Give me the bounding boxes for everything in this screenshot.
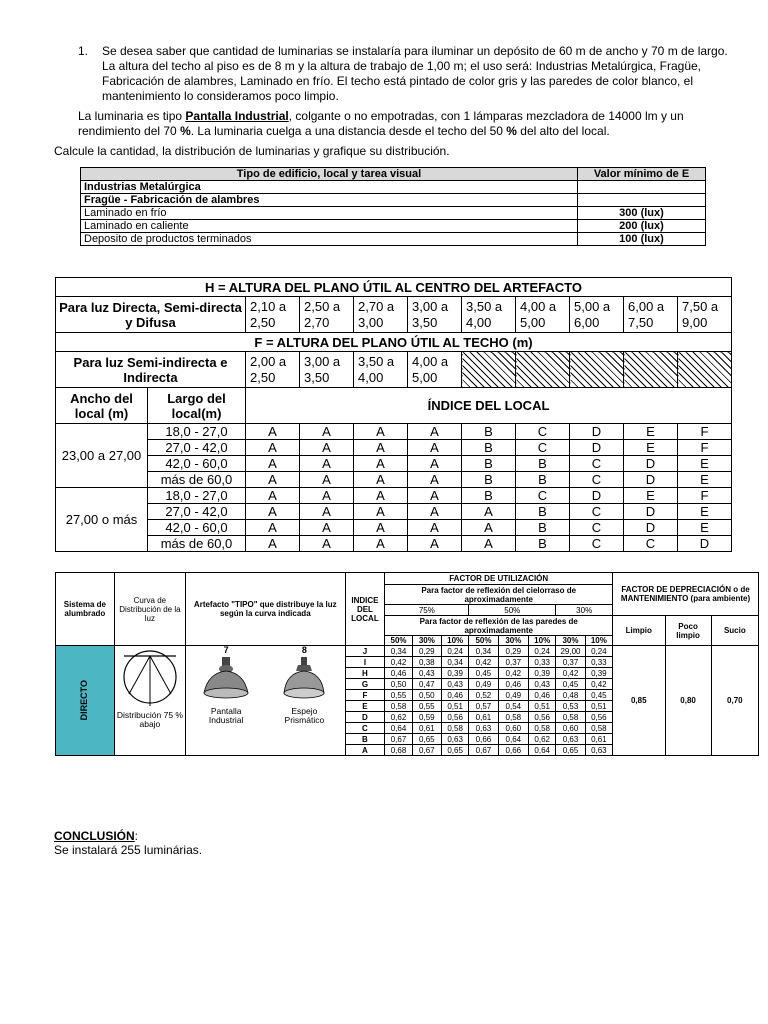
index-cell: A bbox=[300, 456, 354, 472]
factor-cell: 0,61 bbox=[469, 712, 498, 723]
index-cell: D bbox=[624, 472, 678, 488]
conclusion bbox=[54, 829, 202, 857]
utilization-body bbox=[56, 646, 759, 756]
semi-range: 4,00 a 5,00 bbox=[408, 352, 462, 388]
hatched-cell bbox=[624, 352, 678, 388]
factor-cell: 0,53 bbox=[556, 701, 585, 712]
index-cell: A bbox=[300, 488, 354, 504]
factor-cell: 0,43 bbox=[529, 679, 556, 690]
factor-cell: 29,00 bbox=[556, 646, 585, 657]
factor-cell: 0,58 bbox=[385, 701, 412, 712]
table-row bbox=[81, 233, 706, 246]
index-letter: D bbox=[345, 712, 385, 723]
table-row bbox=[56, 456, 732, 472]
factor-cell: 0,46 bbox=[442, 690, 469, 701]
factor-cell: 0,67 bbox=[412, 745, 441, 756]
factor-cell: 0,52 bbox=[469, 690, 498, 701]
direct-range: 2,50 a 2,70 bbox=[300, 297, 354, 333]
col-indice: ÍNDICE DEL LOCAL bbox=[246, 388, 732, 424]
index-letter: G bbox=[345, 679, 385, 690]
factor-cell: 0,46 bbox=[498, 679, 528, 690]
factor-cell: 0,65 bbox=[412, 734, 441, 745]
utilization-table bbox=[55, 572, 759, 756]
factor-cell: 0,37 bbox=[498, 657, 528, 668]
h-cielo: Para factor de reflexión del cielorraso de aproximadamente bbox=[385, 585, 613, 605]
semi-range: 2,00 a 2,50 bbox=[246, 352, 300, 388]
factor-cell: 0,38 bbox=[412, 657, 441, 668]
index-cell: A bbox=[354, 488, 408, 504]
ancho-cell: 27,00 o más bbox=[56, 488, 148, 552]
factor-cell: 0,62 bbox=[385, 712, 412, 723]
hatched-cell bbox=[516, 352, 570, 388]
lum-pct1: % bbox=[180, 124, 191, 138]
dep-poco: 0,80 bbox=[665, 646, 711, 756]
index-cell: F bbox=[678, 440, 732, 456]
index-cell: B bbox=[516, 520, 570, 536]
direct-range: 3,00 a 3,50 bbox=[408, 297, 462, 333]
h-curva: Curva de Distribución de la luz bbox=[114, 573, 185, 646]
index-cell: E bbox=[624, 440, 678, 456]
factor-cell: 0,34 bbox=[469, 646, 498, 657]
factor-cell: 0,60 bbox=[556, 723, 585, 734]
index-cell: D bbox=[624, 456, 678, 472]
index-cell: D bbox=[678, 536, 732, 552]
factor-cell: 0,54 bbox=[498, 701, 528, 712]
t1-header-type: Tipo de edificio, local y tarea visual bbox=[81, 168, 578, 181]
lum-mid: , colgante o no empotradas, con 1 lámparas mezcladora de 14000 lm y un rendimiento del 70 bbox=[78, 109, 684, 138]
factor-cell: 0,63 bbox=[556, 734, 585, 745]
factor-cell: 0,43 bbox=[412, 668, 441, 679]
factor-cell: 0,39 bbox=[442, 668, 469, 679]
wall-pct: 30% bbox=[412, 636, 441, 646]
factor-cell: 0,61 bbox=[585, 734, 612, 745]
factor-cell: 0,58 bbox=[556, 712, 585, 723]
index-cell: B bbox=[462, 488, 516, 504]
factor-cell: 0,67 bbox=[469, 745, 498, 756]
factor-cell: 0,50 bbox=[385, 679, 412, 690]
index-letter: A bbox=[345, 745, 385, 756]
factor-cell: 0,64 bbox=[529, 745, 556, 756]
factor-cell: 0,51 bbox=[585, 701, 612, 712]
col-largo: Largo del local(m) bbox=[148, 388, 246, 424]
factor-cell: 0,24 bbox=[585, 646, 612, 657]
conclusion-colon: : bbox=[134, 829, 139, 843]
index-cell: A bbox=[246, 536, 300, 552]
table-row bbox=[56, 520, 732, 536]
t1-row-label: Laminado en frío bbox=[81, 207, 578, 220]
table-row bbox=[81, 207, 706, 220]
largo-cell: más de 60,0 bbox=[148, 472, 246, 488]
wall-pct: 10% bbox=[585, 636, 612, 646]
wall-pct: 50% bbox=[469, 636, 498, 646]
factor-cell: 0,49 bbox=[469, 679, 498, 690]
index-letter: B bbox=[345, 734, 385, 745]
factor-cell: 0,63 bbox=[442, 734, 469, 745]
index-cell: E bbox=[624, 424, 678, 440]
luminaire-description bbox=[78, 109, 738, 139]
index-cell: E bbox=[624, 488, 678, 504]
largo-cell: 42,0 - 60,0 bbox=[148, 520, 246, 536]
wall-pct: 50% bbox=[385, 636, 412, 646]
factor-cell: 0,45 bbox=[469, 668, 498, 679]
index-cell: A bbox=[300, 440, 354, 456]
index-cell: F bbox=[678, 424, 732, 440]
index-cell: A bbox=[246, 520, 300, 536]
factor-cell: 0,63 bbox=[469, 723, 498, 734]
index-cell: A bbox=[246, 440, 300, 456]
wall-pct: 10% bbox=[442, 636, 469, 646]
t1-row-value: 100 (lux) bbox=[578, 233, 706, 246]
prismatic-lamp-icon bbox=[276, 655, 332, 705]
factor-cell: 0,64 bbox=[385, 723, 412, 734]
artifact-cell bbox=[186, 646, 345, 756]
hatched-cell bbox=[678, 352, 732, 388]
factor-cell: 0,65 bbox=[556, 745, 585, 756]
index-cell: C bbox=[516, 424, 570, 440]
conclusion-text: Se instalará 255 luminárias. bbox=[54, 843, 203, 857]
factor-cell: 0,56 bbox=[585, 712, 612, 723]
index-cell: C bbox=[570, 456, 624, 472]
index-cell: D bbox=[624, 520, 678, 536]
factor-cell: 0,39 bbox=[529, 668, 556, 679]
index-cell: E bbox=[678, 504, 732, 520]
lum-pct2: % bbox=[506, 124, 517, 138]
factor-cell: 0,45 bbox=[585, 690, 612, 701]
t1-row-label: Laminado en caliente bbox=[81, 220, 578, 233]
index-cell: D bbox=[570, 488, 624, 504]
index-cell: B bbox=[516, 504, 570, 520]
dep-limpio: 0,85 bbox=[613, 646, 665, 756]
index-cell: C bbox=[570, 536, 624, 552]
factor-cell: 0,34 bbox=[385, 646, 412, 657]
title-f: F = ALTURA DEL PLANO ÚTIL AL TECHO (m) bbox=[56, 333, 732, 352]
index-cell: A bbox=[354, 472, 408, 488]
factor-cell: 0,67 bbox=[385, 734, 412, 745]
lamp8-number: 8 bbox=[301, 645, 307, 655]
index-cell: B bbox=[516, 456, 570, 472]
factor-cell: 0,48 bbox=[556, 690, 585, 701]
index-cell: A bbox=[354, 424, 408, 440]
h-c75: 75% bbox=[385, 605, 469, 616]
conclusion-heading: CONCLUSIÓN bbox=[54, 829, 135, 843]
index-cell: A bbox=[354, 440, 408, 456]
index-cell: A bbox=[408, 456, 462, 472]
direct-range: 7,50 a 9,00 bbox=[678, 297, 732, 333]
factor-cell: 0,49 bbox=[498, 690, 528, 701]
lamp7-number: 7 bbox=[223, 645, 229, 655]
index-cell: A bbox=[408, 424, 462, 440]
distribution-curve-icon bbox=[121, 648, 179, 710]
table-row bbox=[56, 504, 732, 520]
index-cell: C bbox=[570, 504, 624, 520]
table-row bbox=[56, 488, 732, 504]
col-ancho: Ancho del local (m) bbox=[56, 388, 148, 424]
index-cell: B bbox=[516, 472, 570, 488]
factor-cell: 0,39 bbox=[585, 668, 612, 679]
index-cell: C bbox=[570, 520, 624, 536]
factor-cell: 0,57 bbox=[469, 701, 498, 712]
h-sistema: Sistema de alumbrado bbox=[56, 573, 115, 646]
index-cell: A bbox=[300, 504, 354, 520]
sistema-cell bbox=[56, 646, 115, 756]
index-cell: A bbox=[408, 520, 462, 536]
factor-cell: 0,37 bbox=[556, 657, 585, 668]
index-cell: D bbox=[570, 424, 624, 440]
lamp8-caption: Espejo Prismático bbox=[284, 706, 325, 725]
table-row bbox=[56, 424, 732, 440]
index-cell: B bbox=[462, 472, 516, 488]
factor-cell: 0,56 bbox=[529, 712, 556, 723]
index-body bbox=[56, 424, 732, 552]
index-cell: A bbox=[408, 488, 462, 504]
direct-label: Para luz Directa, Semi-directa y Difusa bbox=[56, 297, 246, 333]
index-cell: B bbox=[462, 440, 516, 456]
index-letter: I bbox=[345, 657, 385, 668]
index-cell: E bbox=[678, 520, 732, 536]
h-fd: FACTOR DE DEPRECIACIÓN o de MANTENIMIENTO (para ambiente) bbox=[613, 573, 759, 616]
index-cell: A bbox=[246, 488, 300, 504]
largo-cell: 18,0 - 27,0 bbox=[148, 488, 246, 504]
wall-pct: 30% bbox=[498, 636, 528, 646]
wall-pct: 30% bbox=[556, 636, 585, 646]
index-cell: A bbox=[246, 424, 300, 440]
index-cell: A bbox=[246, 472, 300, 488]
index-cell: A bbox=[246, 456, 300, 472]
factor-cell: 0,46 bbox=[385, 668, 412, 679]
table-row bbox=[81, 220, 706, 233]
wall-pct: 10% bbox=[529, 636, 556, 646]
title-h: H = ALTURA DEL PLANO ÚTIL AL CENTRO DEL ARTEFACTO bbox=[56, 278, 732, 297]
factor-cell: 0,24 bbox=[529, 646, 556, 657]
t1-row-value: 200 (lux) bbox=[578, 220, 706, 233]
index-cell: A bbox=[300, 520, 354, 536]
lum-type: Pantalla Industrial bbox=[185, 109, 289, 123]
factor-cell: 0,45 bbox=[556, 679, 585, 690]
t1-empty bbox=[578, 181, 706, 194]
h-limpio: Limpio bbox=[613, 616, 665, 646]
direct-range: 2,70 a 3,00 bbox=[354, 297, 408, 333]
hatched-cell bbox=[570, 352, 624, 388]
t1-empty bbox=[578, 194, 706, 207]
h-c30: 30% bbox=[556, 605, 613, 616]
factor-cell: 0,47 bbox=[412, 679, 441, 690]
factor-cell: 0,43 bbox=[442, 679, 469, 690]
index-cell: A bbox=[462, 504, 516, 520]
index-cell: B bbox=[462, 456, 516, 472]
factor-cell: 0,55 bbox=[385, 690, 412, 701]
index-cell: B bbox=[462, 424, 516, 440]
largo-cell: 18,0 - 27,0 bbox=[148, 424, 246, 440]
index-letter: J bbox=[345, 646, 385, 657]
h-indice: INDICE DEL LOCAL bbox=[345, 573, 385, 646]
factor-cell: 0,50 bbox=[412, 690, 441, 701]
index-cell: A bbox=[408, 440, 462, 456]
factor-cell: 0,34 bbox=[442, 657, 469, 668]
curve-cell bbox=[114, 646, 185, 756]
h-sucio: Sucio bbox=[711, 616, 758, 646]
table-row bbox=[56, 536, 732, 552]
h-artefacto: Artefacto "TIPO" que distribuye la luz según la curva indicada bbox=[186, 573, 345, 646]
factor-cell: 0,46 bbox=[529, 690, 556, 701]
index-cell: A bbox=[408, 536, 462, 552]
semi-range: 3,50 a 4,00 bbox=[354, 352, 408, 388]
largo-cell: más de 60,0 bbox=[148, 536, 246, 552]
ancho-cell: 23,00 a 27,00 bbox=[56, 424, 148, 488]
factor-cell: 0,59 bbox=[412, 712, 441, 723]
index-cell: A bbox=[408, 504, 462, 520]
problem-text: Se desea saber que cantidad de luminarias se instalaría para iluminar un depósito de 60 m de ancho y 70 m de largo. La altura del techo al piso es de 8 m y la altura de trabajo de 1,00 m; el uso será: Industrias Metalúrgica, Fragüe, Fabricación de alambres, Laminado en frío. El techo está pintado de color gris y las paredes de color blanco, el mantenimiento lo consideramos poco limpio. bbox=[102, 44, 728, 103]
index-cell: F bbox=[678, 488, 732, 504]
sistema-label: DIRECTO bbox=[79, 680, 90, 721]
factor-cell: 0,33 bbox=[585, 657, 612, 668]
index-cell: A bbox=[462, 520, 516, 536]
index-cell: E bbox=[678, 456, 732, 472]
t1-group-2: Fragüe - Fabricación de alambres bbox=[81, 194, 578, 207]
index-cell: C bbox=[624, 536, 678, 552]
factor-cell: 0,33 bbox=[529, 657, 556, 668]
factor-cell: 0,42 bbox=[498, 668, 528, 679]
direct-range: 3,50 a 4,00 bbox=[462, 297, 516, 333]
t1-row-label: Deposito de productos terminados bbox=[81, 233, 578, 246]
problem-number: 1. bbox=[78, 44, 89, 58]
factor-cell: 0,66 bbox=[469, 734, 498, 745]
semi-label: Para luz Semi-indirecta e Indirecta bbox=[56, 352, 246, 388]
index-cell: A bbox=[300, 536, 354, 552]
largo-cell: 27,0 - 42,0 bbox=[148, 440, 246, 456]
table-row bbox=[56, 440, 732, 456]
dep-sucio: 0,70 bbox=[711, 646, 758, 756]
index-cell: A bbox=[462, 536, 516, 552]
factor-cell: 0,68 bbox=[385, 745, 412, 756]
factor-cell: 0,42 bbox=[469, 657, 498, 668]
index-letter: F bbox=[345, 690, 385, 701]
factor-cell: 0,42 bbox=[385, 657, 412, 668]
factor-cell: 0,58 bbox=[498, 712, 528, 723]
factor-cell: 0,64 bbox=[498, 734, 528, 745]
direct-range: 5,00 a 6,00 bbox=[570, 297, 624, 333]
largo-cell: 27,0 - 42,0 bbox=[148, 504, 246, 520]
h-c50: 50% bbox=[469, 605, 556, 616]
table-row bbox=[56, 646, 759, 657]
index-cell: A bbox=[408, 472, 462, 488]
factor-cell: 0,56 bbox=[442, 712, 469, 723]
index-cell: E bbox=[678, 472, 732, 488]
factor-cell: 0,65 bbox=[442, 745, 469, 756]
factor-cell: 0,55 bbox=[412, 701, 441, 712]
index-cell: C bbox=[516, 440, 570, 456]
factor-cell: 0,42 bbox=[585, 679, 612, 690]
industrial-lamp-icon bbox=[198, 655, 254, 705]
index-cell: A bbox=[300, 424, 354, 440]
h-paredes: Para factor de reflexión de las paredes de aproximadamente bbox=[385, 616, 613, 636]
h-poco: Poco limpio bbox=[665, 616, 711, 646]
direct-range: 2,10 a 2,50 bbox=[246, 297, 300, 333]
lum-end: del alto del local. bbox=[516, 124, 610, 138]
semi-range: 3,00 a 3,50 bbox=[300, 352, 354, 388]
index-cell: A bbox=[354, 504, 408, 520]
factor-cell: 0,51 bbox=[529, 701, 556, 712]
table-row bbox=[56, 472, 732, 488]
calc-instruction: Calcule la cantidad, la distribución de luminarias y grafique su distribución. bbox=[54, 144, 450, 158]
index-cell: A bbox=[354, 456, 408, 472]
factor-cell: 0,51 bbox=[442, 701, 469, 712]
index-cell: A bbox=[300, 472, 354, 488]
index-cell: C bbox=[516, 488, 570, 504]
factor-cell: 0,58 bbox=[585, 723, 612, 734]
t1-header-value: Valor mínimo de E bbox=[578, 168, 706, 181]
factor-cell: 0,29 bbox=[498, 646, 528, 657]
index-letter: H bbox=[345, 668, 385, 679]
index-cell: A bbox=[354, 520, 408, 536]
factor-cell: 0,58 bbox=[529, 723, 556, 734]
index-cell: D bbox=[570, 440, 624, 456]
factor-cell: 0,58 bbox=[442, 723, 469, 734]
largo-cell: 42,0 - 60,0 bbox=[148, 456, 246, 472]
local-index-table bbox=[55, 277, 732, 552]
t1-row-value: 300 (lux) bbox=[578, 207, 706, 220]
factor-cell: 0,42 bbox=[556, 668, 585, 679]
factor-cell: 0,29 bbox=[412, 646, 441, 657]
lamp7-caption: Pantalla Industrial bbox=[208, 706, 244, 725]
lum-mid2: . La luminaria cuelga a una distancia desde el techo del 50 bbox=[190, 124, 507, 138]
index-letter: E bbox=[345, 701, 385, 712]
factor-cell: 0,60 bbox=[498, 723, 528, 734]
t1-group-1: Industrias Metalúrgica bbox=[81, 181, 578, 194]
factor-cell: 0,24 bbox=[442, 646, 469, 657]
factor-cell: 0,66 bbox=[498, 745, 528, 756]
curve-caption: Distribución 75 % abajo bbox=[116, 710, 183, 729]
index-cell: B bbox=[516, 536, 570, 552]
h-fu: FACTOR DE UTILIZACIÓN bbox=[385, 573, 613, 585]
factor-cell: 0,63 bbox=[585, 745, 612, 756]
factor-cell: 0,62 bbox=[529, 734, 556, 745]
factor-cell: 0,61 bbox=[412, 723, 441, 734]
lum-pre: La luminaria es tipo bbox=[78, 109, 186, 123]
index-letter: C bbox=[345, 723, 385, 734]
direct-range: 6,00 a 7,50 bbox=[624, 297, 678, 333]
direct-range: 4,00 a 5,00 bbox=[516, 297, 570, 333]
index-cell: D bbox=[624, 504, 678, 520]
index-cell: C bbox=[570, 472, 624, 488]
index-cell: A bbox=[354, 536, 408, 552]
index-cell: A bbox=[246, 504, 300, 520]
illuminance-table bbox=[80, 167, 706, 246]
hatched-cell bbox=[462, 352, 516, 388]
